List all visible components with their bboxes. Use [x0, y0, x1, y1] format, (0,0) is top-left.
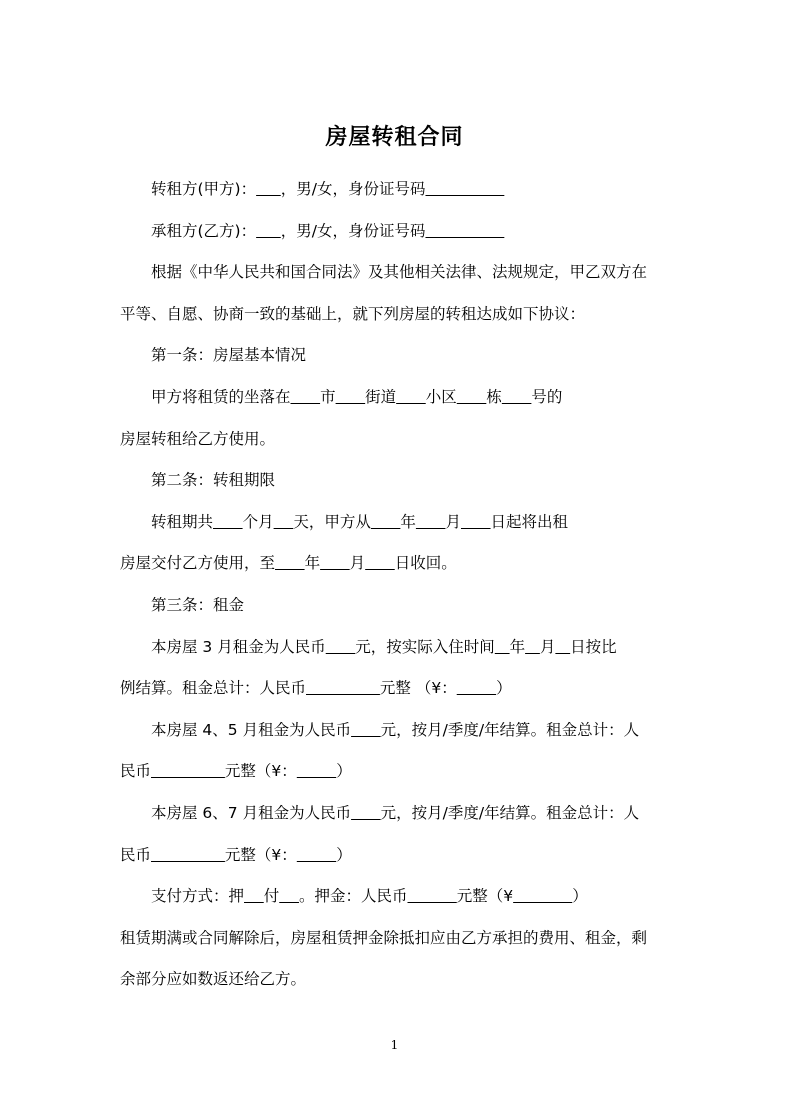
- text-segment: 元整 （¥：: [379, 679, 457, 698]
- blank-underline: [425, 222, 504, 240]
- text-segment: 承租方(乙方)：: [151, 221, 257, 240]
- text-line: [120, 844, 680, 866]
- text-line: [120, 428, 680, 450]
- text-segment: 。押金：人民币: [298, 887, 408, 906]
- text-segment: 支付方式：押: [151, 887, 245, 906]
- document-title: 房屋转租合同: [325, 124, 464, 150]
- text-segment: 元整（¥：: [224, 845, 297, 864]
- text-segment: 月: [539, 637, 556, 656]
- text-segment: 余部分应如数返还给乙方。: [120, 970, 307, 989]
- blank-underline: [306, 679, 380, 697]
- blank-underline: [425, 180, 504, 198]
- blank-underline: [320, 554, 350, 572]
- blank-underline: [351, 721, 381, 739]
- blank-underline: [407, 887, 456, 905]
- text-line: [120, 968, 680, 990]
- text-line: [151, 885, 711, 907]
- text-segment: 元，按月/季度/年结算。租金总计：人: [380, 804, 640, 822]
- blank-underline: [513, 887, 572, 905]
- blank-underline: [256, 180, 281, 198]
- text-line: [151, 719, 711, 741]
- text-segment: 转租方(甲方)：: [151, 180, 257, 198]
- page-number: 1: [390, 1038, 399, 1052]
- text-segment: 房屋交付乙方使用，至: [120, 554, 276, 573]
- blank-underline: [495, 638, 510, 656]
- text-line: [151, 511, 711, 533]
- text-segment: 根据《中华人民共和国合同法》及其他相关法律、法规规定，甲乙双方在: [151, 263, 648, 282]
- text-segment: 元，按月/季度/年结算。租金总计：人: [380, 720, 640, 739]
- blank-underline: [396, 388, 426, 406]
- blank-underline: [457, 388, 487, 406]
- blank-underline: [297, 762, 336, 780]
- text-segment: 元整（¥：: [224, 762, 297, 781]
- text-segment: 天，甲方从: [293, 512, 371, 531]
- blank-underline: [274, 513, 294, 531]
- text-segment: 日起将出租: [490, 512, 569, 531]
- text-line: [120, 927, 680, 949]
- text-segment: 市: [320, 388, 336, 406]
- text-line: [151, 636, 711, 658]
- text-segment: 月: [445, 512, 461, 531]
- text-segment: 元整（¥: [456, 887, 514, 906]
- blank-underline: [351, 804, 381, 822]
- text-line: [120, 677, 680, 699]
- blank-underline: [291, 388, 321, 406]
- text-line: [151, 261, 711, 283]
- text-segment: 民币: [120, 762, 152, 781]
- blank-underline: [275, 554, 305, 572]
- blank-underline: [365, 554, 395, 572]
- blank-underline: [256, 222, 281, 240]
- blank-underline: [525, 638, 540, 656]
- blank-underline: [213, 513, 243, 531]
- text-segment: 元，按实际入住时间: [355, 637, 495, 656]
- text-segment: 房屋转租给乙方使用。: [120, 429, 276, 448]
- text-segment: ，男/女，身份证号码: [280, 221, 426, 240]
- text-segment: 本房屋 6、7 月租金为人民币: [151, 804, 352, 822]
- text-line: [151, 594, 711, 616]
- text-segment: ）: [336, 762, 352, 781]
- blank-underline: [151, 762, 225, 780]
- blank-underline: [461, 513, 491, 531]
- blank-underline: [279, 887, 299, 905]
- blank-underline: [502, 388, 532, 406]
- text-segment: 日收回。: [394, 554, 457, 573]
- text-segment: ，男/女，身份证号码: [280, 180, 426, 198]
- text-segment: 年: [400, 512, 416, 531]
- text-segment: 号的: [531, 388, 563, 406]
- text-segment: 平等、自愿、协商一致的基础上，就下列房屋的转租达成如下协议：: [120, 304, 586, 323]
- text-segment: 转租期共: [151, 512, 214, 531]
- text-segment: 小区: [425, 388, 457, 406]
- text-line: [151, 220, 711, 242]
- text-segment: 第一条：房屋基本情况: [151, 346, 307, 365]
- blank-underline: [151, 846, 225, 864]
- text-segment: 栋: [486, 388, 502, 406]
- text-segment: 第二条：转租期限: [151, 471, 276, 490]
- blank-underline: [326, 638, 356, 656]
- text-segment: 个月: [242, 512, 274, 531]
- text-line: [151, 178, 711, 200]
- text-segment: 街道: [365, 388, 397, 406]
- text-line: [151, 386, 711, 408]
- text-segment: 例结算。租金总计：人民币: [120, 679, 307, 698]
- text-line: [151, 469, 711, 491]
- blank-underline: [371, 513, 401, 531]
- text-line: [120, 552, 680, 574]
- text-segment: 甲方将租赁的坐落在: [151, 388, 291, 406]
- text-segment: 年: [509, 637, 526, 656]
- text-segment: 日按比: [570, 637, 617, 656]
- text-line: [151, 344, 711, 366]
- text-line: [120, 303, 680, 325]
- text-line: [120, 760, 680, 782]
- blank-underline: [244, 887, 264, 905]
- text-segment: 第三条：租金: [151, 596, 245, 614]
- text-segment: 本房屋 3 月租金为人民币: [151, 637, 326, 656]
- text-segment: 年: [304, 554, 321, 573]
- text-segment: ）: [496, 679, 512, 698]
- text-segment: 民币: [120, 845, 152, 864]
- text-segment: ）: [572, 887, 588, 906]
- text-segment: 付: [263, 887, 280, 906]
- blank-underline: [555, 638, 570, 656]
- text-segment: ）: [336, 845, 352, 864]
- text-segment: 本房屋 4、5 月租金为人民币: [151, 720, 352, 739]
- blank-underline: [336, 388, 366, 406]
- blank-underline: [297, 846, 336, 864]
- text-segment: 月: [349, 554, 366, 573]
- blank-underline: [457, 679, 496, 697]
- text-segment: 租赁期满或合同解除后，房屋租赁押金除抵扣应由乙方承担的费用、租金，剩: [120, 928, 648, 947]
- blank-underline: [416, 513, 446, 531]
- text-line: [151, 802, 711, 824]
